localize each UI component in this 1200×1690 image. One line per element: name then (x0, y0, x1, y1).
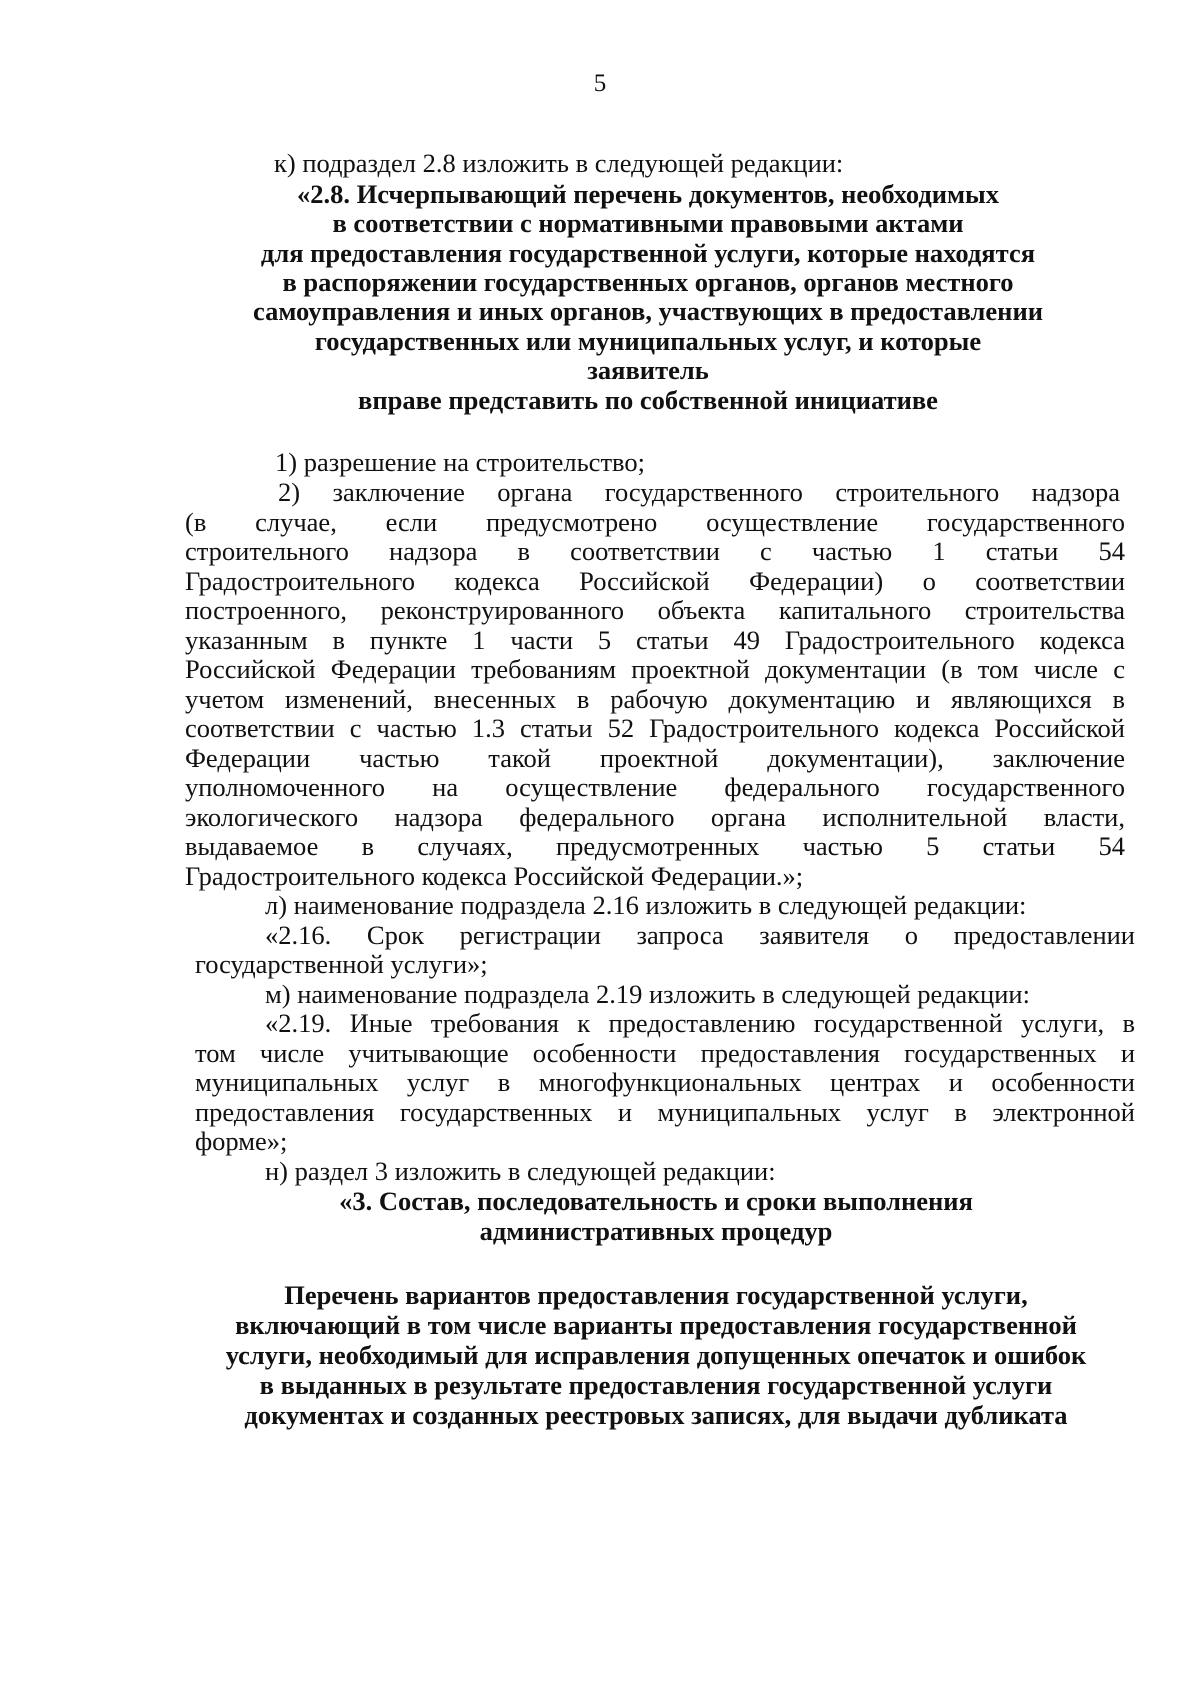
heading-line: государственных или муниципальных услуг, и которые (314, 326, 982, 356)
heading-line: самоуправления и иных органов, участвующих в предоставлении (253, 296, 1043, 326)
item-l: л) наименование подраздела 2.16 изложить в следующей редакции: (265, 890, 1027, 920)
item-m: м) наименование подраздела 2.19 изложить в следующей редакции: (265, 979, 1030, 1009)
list-item-2-first-line: 2) заключение органа государственного строительного надзора (278, 477, 1120, 507)
heading-line: для предоставления государственной услуги, которые находятся (260, 238, 1036, 268)
paragraph-line: уполномоченного на осуществление федерального государственного (185, 772, 1125, 802)
quote-first-line: «2.16. Срок регистрации запроса заявителя о предоставлении (265, 920, 1135, 950)
quote-last-line: государственной услуги»; (195, 949, 488, 979)
quote-line: предоставления государственных и муниципальных услуг в электронной (195, 1097, 1135, 1127)
paragraph-line: Федерации частью такой проектной документации), заключение (185, 743, 1125, 773)
heading-line: Перечень вариантов предоставления государственной услуги, (284, 1280, 1028, 1310)
paragraph-line: строительного надзора в соответствии с частью 1 статьи 54 (185, 536, 1125, 566)
heading-line: в распоряжении государственных органов, органов местного (282, 267, 1014, 297)
heading-line: услуги, необходимый для исправления допущенных опечаток и ошибок (225, 1340, 1087, 1370)
heading-line: заявитель (587, 355, 709, 385)
page-number: 5 (593, 70, 607, 97)
paragraph-line: построенного, реконструированного объекта капитального строительства (185, 595, 1125, 625)
heading-line: «3. Состав, последовательность и сроки выполнения (339, 1186, 973, 1216)
heading-line: вправе представить по собственной инициативе (358, 385, 938, 415)
heading-line: в соответствии с нормативными правовыми актами (332, 208, 964, 238)
quote-line: муниципальных услуг в многофункциональных центрах и особенности (195, 1067, 1135, 1097)
item-n: н) раздел 3 изложить в следующей редакции: (265, 1156, 776, 1186)
quote-line: том числе учитывающие особенности предоставления государственных и (195, 1038, 1135, 1068)
heading-line: административных процедур (479, 1216, 833, 1246)
paragraph-line: выдаваемое в случаях, предусмотренных частью 5 статьи 54 (185, 831, 1125, 861)
heading-line: в выданных в результате предоставления государственной услуги (259, 1370, 1053, 1400)
paragraph-line: указанным в пункте 1 части 5 статьи 49 Градостроительного кодекса (185, 625, 1125, 655)
paragraph-line: экологического надзора федерального органа исполнительной власти, (185, 802, 1125, 832)
paragraph-last-line: Градостроительного кодекса Российской Федерации.»; (185, 861, 804, 891)
paragraph-line: соответствии с частью 1.3 статьи 52 Градостроительного кодекса Российской (185, 713, 1125, 743)
paragraph-line: Российской Федерации требованиям проектной документации (в том числе с (185, 654, 1125, 684)
quote-last-line: форме»; (195, 1126, 288, 1156)
paragraph-line: Градостроительного кодекса Российской Федерации) о соответствии (185, 566, 1125, 596)
heading-line: «2.8. Исчерпывающий перечень документов, необходимых (297, 179, 999, 209)
item-k: к) подраздел 2.8 изложить в следующей редакции: (274, 148, 844, 178)
quote-first-line: «2.19. Иные требования к предоставлению государственной услуги, в (265, 1008, 1135, 1038)
heading-line: документах и созданных реестровых записях, для выдачи дубликата (244, 1400, 1068, 1430)
list-item-1: 1) разрешение на строительство; (275, 447, 645, 477)
heading-line: включающий в том числе варианты предоставления государственной (235, 1310, 1077, 1340)
paragraph-line: учетом изменений, внесенных в рабочую документацию и являющихся в (185, 684, 1125, 714)
paragraph-line: (в случае, если предусмотрено осуществление государственного (185, 507, 1125, 537)
